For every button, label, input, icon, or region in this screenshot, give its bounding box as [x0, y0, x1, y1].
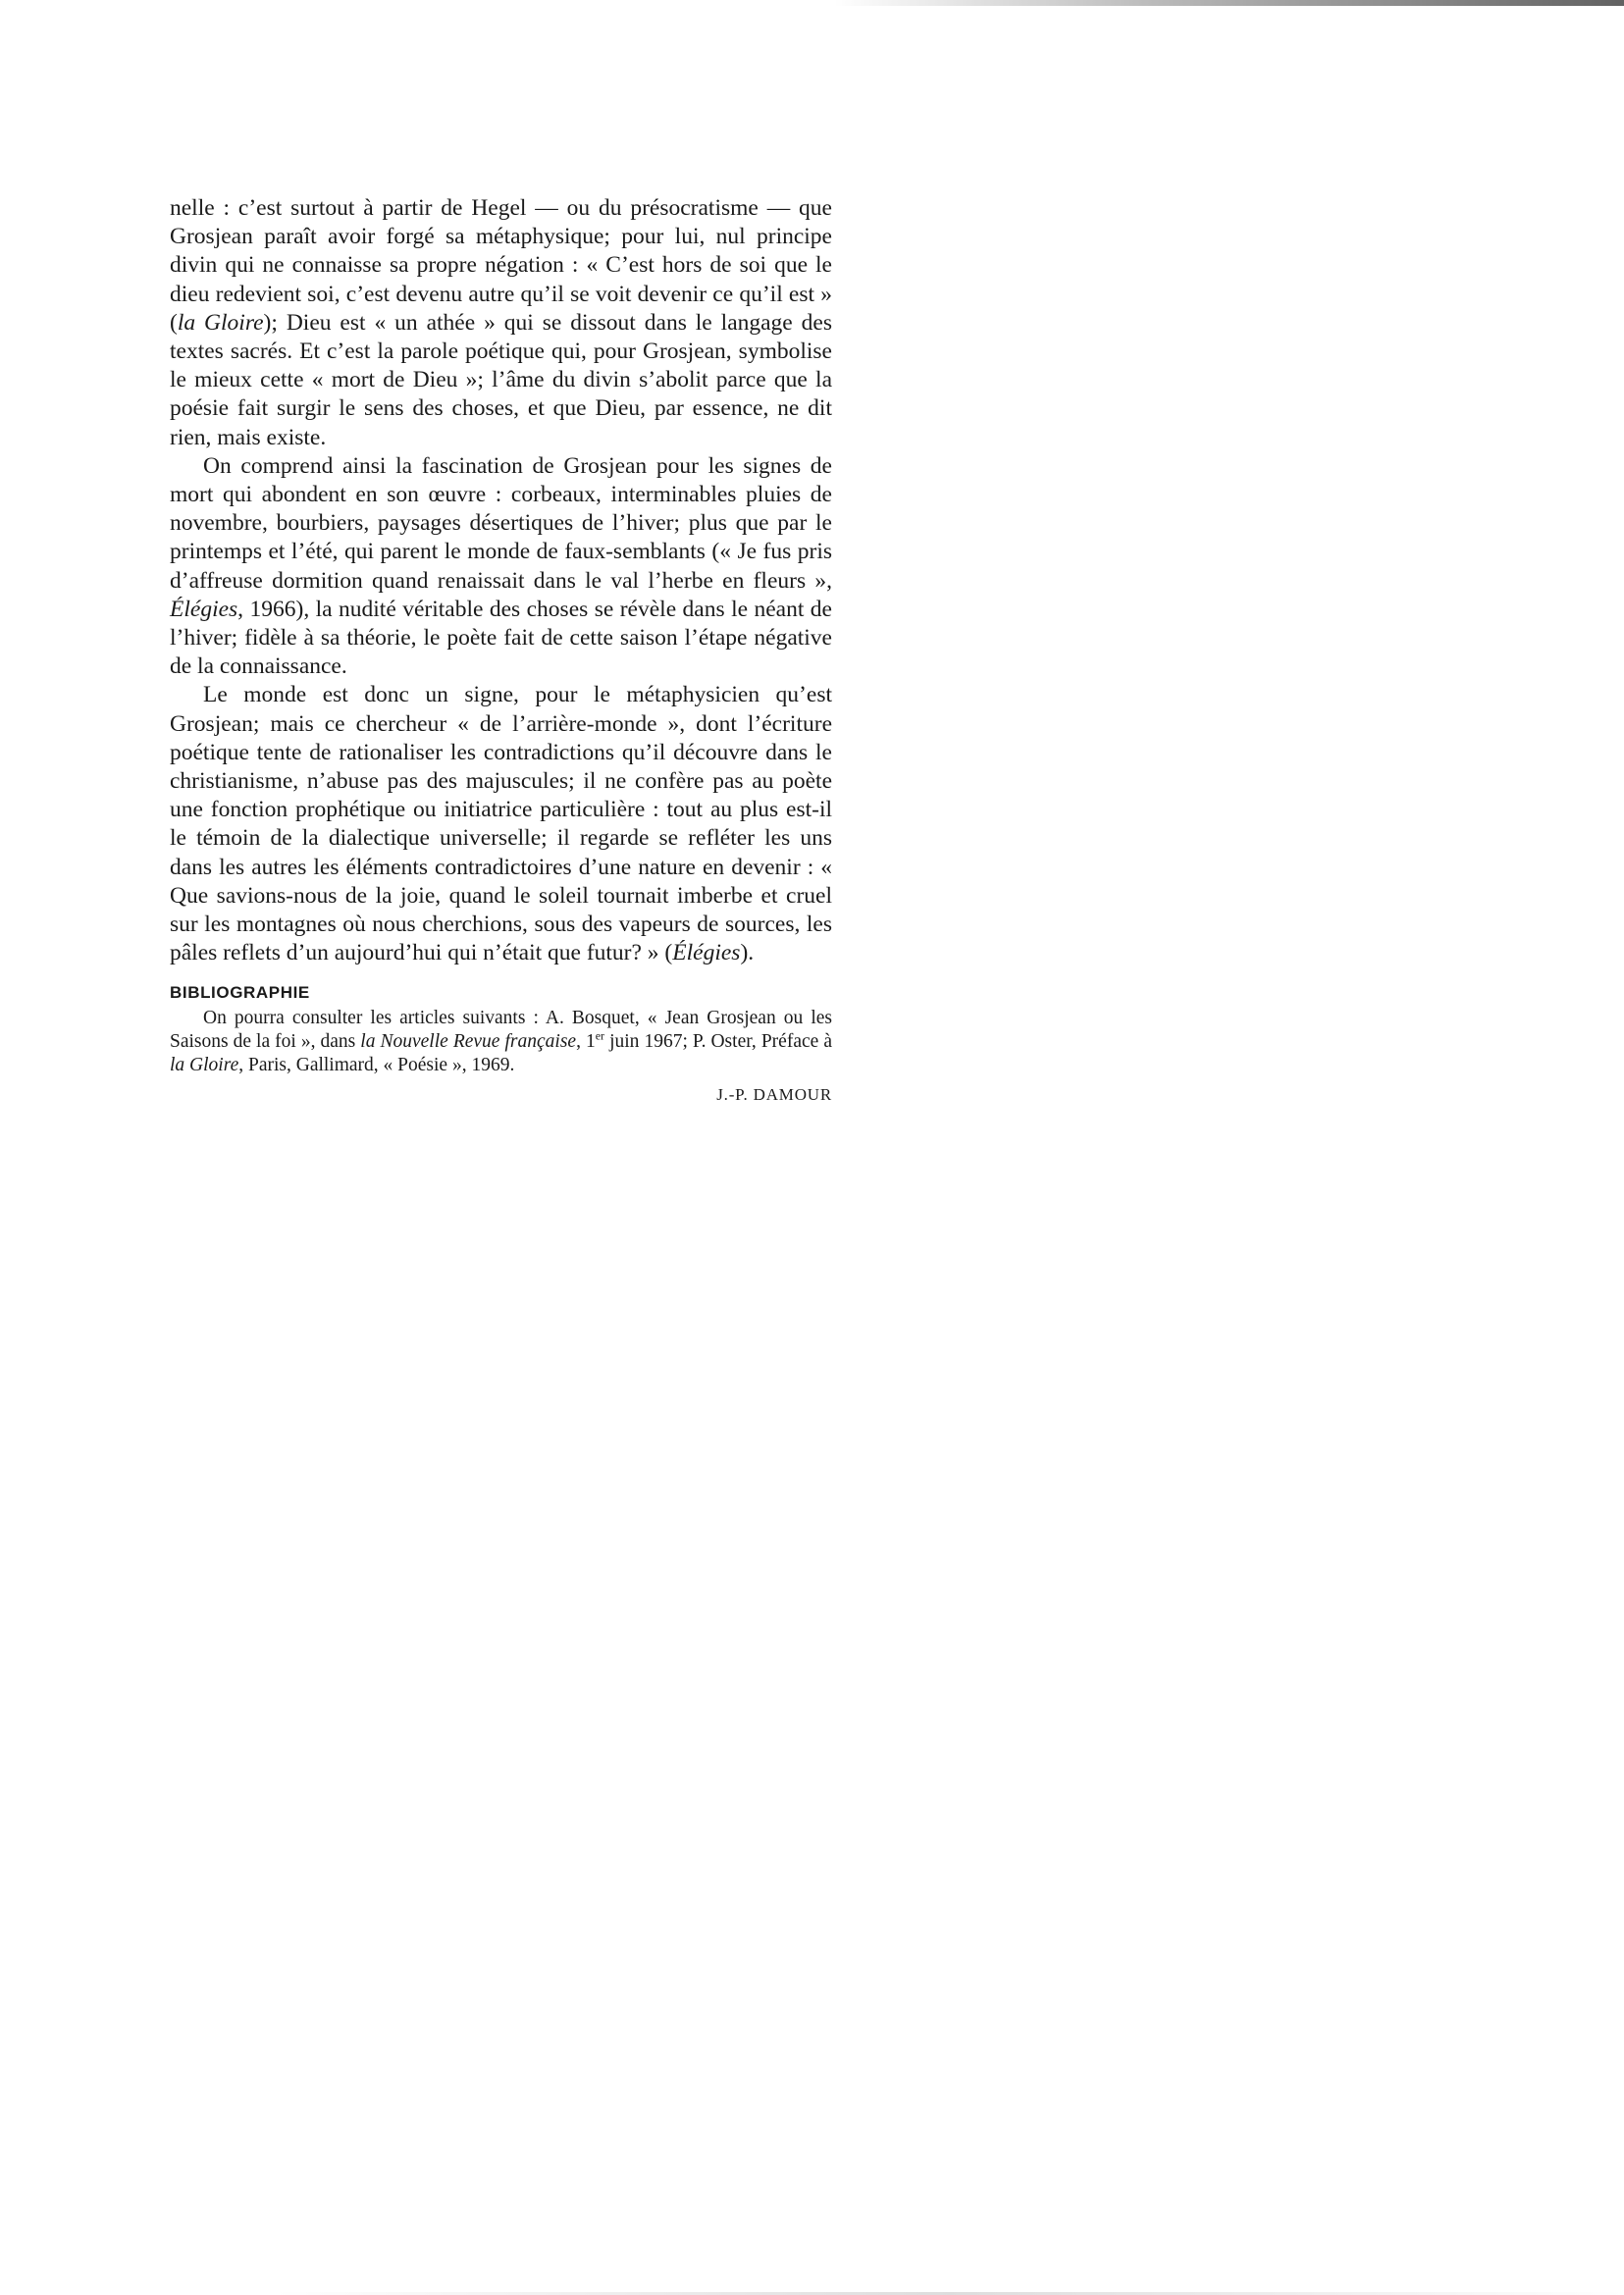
- paragraph-2-text-continued: , 1966), la nudité véritable des choses se révèle dans le néant de l’hiver; fidèle à sa théorie, le poète fait de cette saison l’étape négative de la connaissance.: [170, 596, 832, 680]
- work-title-elegies-2: Élégies: [672, 940, 741, 966]
- paragraph-1: [170, 194, 832, 452]
- author-signature: J.-P. DAMOUR: [716, 1085, 832, 1105]
- paragraph-3-text-continued: ).: [740, 940, 755, 966]
- article-column: [170, 194, 832, 1105]
- bibliography-heading: BIBLIOGRAPHIE: [170, 983, 310, 1003]
- work-title-la-gloire: la Gloire: [177, 309, 264, 336]
- scan-edge-top: [834, 0, 1624, 6]
- paragraph-2: [170, 452, 832, 682]
- paragraph-3-text: Le monde est donc un signe, pour le métaphysicien qu’est Grosjean; mais ce chercheur « de l’arrière-monde », dont l’écriture poétique tente de rationaliser les contradictions qu’il découvre dans le christianisme, n’abuse pas des majuscules; il ne confère pas au poète une fonction prophétique ou initiatrice particulière : tout au plus est-il le témoin de la dialectique universelle; il regarde se refléter les uns dans les autres les éléments contradictoires d’une nature en devenir : « Que savions-nous de la joie, quand le soleil tournait imberbe et cruel sur les montagnes où nous cherchions, sous des vapeurs de sources, les pâles reflets d’un aujourd’hui qui n’était que futur? » (: [170, 682, 832, 966]
- bibliography-text-3: juin 1967; P. Oster, Préface à: [604, 1031, 832, 1053]
- bibliography-text-2: , 1: [576, 1031, 596, 1053]
- bibliography-ordinal: er: [595, 1028, 605, 1043]
- bibliography-text-4: , Paris, Gallimard, « Poésie », 1969.: [238, 1055, 515, 1076]
- paragraph-1-text-continued: ); Dieu est « un athée » qui se dissout dans le langage des textes sacrés. Et c’est la parole poétique qui, pour Grosjean, symbolise le mieux cette « mort de Dieu »; l’âme du divin s’abolit parce que la poésie fait surgir le sens des choses, et que Dieu, par essence, ne dit rien, mais existe.: [170, 309, 832, 450]
- bibliography-text-1: On pourra consulter les articles suivants : A. Bosquet, « Jean Grosjean ou les Saisons de la foi », dans: [170, 1008, 832, 1053]
- work-title-elegies: Élégies: [170, 596, 238, 622]
- bibliography-journal-title: la Nouvelle Revue française: [360, 1031, 577, 1053]
- bibliography-book-title: la Gloire: [170, 1055, 239, 1076]
- bibliography-text: [170, 1007, 832, 1077]
- paragraph-2-text: On comprend ainsi la fascination de Grosjean pour les signes de mort qui abondent en son œuvre : corbeaux, interminables pluies de novembre, bourbiers, paysages désertiques de l’hiver; plus que par le printemps et l’été, qui parent le monde de faux-semblants (« Je fus pris d’affreuse dormition quand renaissait dans le val l’herbe en fleurs »,: [170, 452, 832, 594]
- paragraph-1-text: nelle : c’est surtout à partir de Hegel — ou du présocratisme — que Grosjean paraît avoir forgé sa métaphysique; pour lui, nul principe divin qui ne connaisse sa propre négation : « C’est hors de soi que le dieu redevient soi, c’est devenu autre qu’il se voit devenir ce qu’il est » (: [170, 195, 832, 336]
- paragraph-3: [170, 681, 832, 967]
